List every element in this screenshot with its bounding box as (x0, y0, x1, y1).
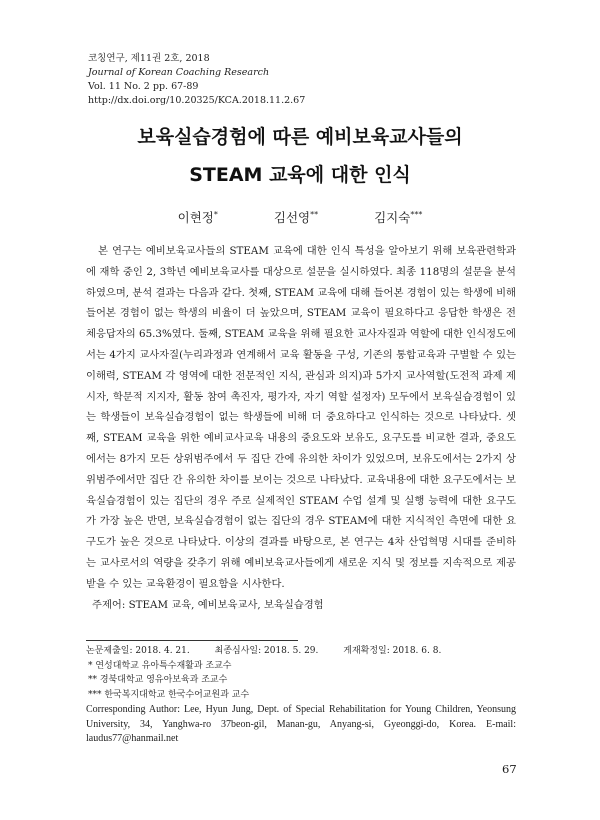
received-date: 논문제출일: 2018. 4. 21. (86, 646, 190, 656)
author-2-name: 김선영 (273, 210, 311, 225)
author-2-mark: ** (310, 209, 319, 219)
keywords-line: 주제어: STEAM 교육, 예비보육교사, 보육실습경험 (92, 599, 324, 611)
author-list (0, 208, 600, 226)
author-1 (178, 210, 218, 225)
submission-dates (86, 644, 516, 659)
paper-title-line1: 보육실습경험에 따른 예비보육교사들의 (137, 126, 463, 148)
abstract-block (86, 241, 516, 595)
paper-title-line2: STEAM 교육에 대한 인식 (189, 164, 411, 186)
affiliation-1: * 연성대학교 유아특수재활과 조교수 (88, 660, 232, 671)
journal-header (88, 52, 305, 108)
corresponding-author: Corresponding Author: Lee, Hyun Jung, Dept. of Special Rehabilitation for Young Children, Yeonsung University, 34, Yanghwa-ro 37beon-gil, Manan-gu, Anyang-si, Gyeonggi-do, Korea. E-mail: laudus77@hanmail.net (86, 704, 516, 744)
reviewed-date: 최종심사일: 2018. 5. 29. (214, 646, 319, 656)
footnote-divider (86, 640, 298, 641)
author-3-name: 김지숙 (374, 210, 411, 225)
journal-doi-link[interactable]: http://dx.doi.org/10.20325/KCA.2018.11.2.67 (88, 95, 306, 106)
abstract-text: 본 연구는 예비보육교사들의 STEAM 교육에 대한 인식 특성을 알아보기 위해 보육관련학과에 재학 중인 2, 3학년 예비보육교사를 대상으로 설문을 실시하였다. 최종 118명의 설문을 분석하였으며, 분석 결과는 다음과 같다. 첫째, STEAM 교육에 대해 들어본 경험이 있는 학생에 비해 들어본 경험이 없는 학생의 비율이 더 높았으며, STEAM 교육이 필요하다고 응답한 학생은 전체응답자의 65.3%였다. 둘째, STEAM 교육을 위해 필요한 교사자질과 역할에 대한 인식정도에서는 4가지 교사자질(누리과정과 연계해서 교육 활동을 구성, 기존의 통합교육과 구별할 수 있는 이해력, STEAM 각 영역에 대한 전문적인 지식, 관심과 의지)과 5가지 교사역할(도전적 과제 제시자, 학문적 지지자, 활동 참여 촉진자, 평가자, 자기 역할 설정자) 모두에서 보육실습경험이 있는 학생들이 보육실습경험이 없는 학생들에 비해 더 중요하다고 인식하는 것으로 나타났다. 셋째, STEAM 교육을 위한 예비교사교육 내용의 중요도와 보유도, 요구도를 비교한 결과, 중요도에서는 8가지 모든 상위범주에서 두 집단 간에 유의한 차이가 있었으며, 보유도에서는 2가지 상위범주에서만 집단 간 유의한 차이를 보이는 것으로 나타났다. 교육내용에 대한 요구도에서는 보육실습경험이 있는 집단의 경우 주로 실제적인 STEAM 수업 설계 및 실행 능력에 대한 요구도가 가장 높은 반면, 보육실습경험이 없는 집단의 경우 STEAM에 대한 지식적인 측면에 대한 요구도가 높은 것으로 나타났다. 이상의 결과를 바탕으로, 본 연구는 4차 산업혁명 시대를 준비하는 교사로서의 역량을 갖추기 위해 예비보육교사들에게 새로운 지식 및 정보를 지속적으로 제공받을 수 있는 교육환경이 필요함을 시사한다. (86, 245, 516, 590)
journal-korean-citation: 코칭연구, 제11권 2호, 2018 (88, 53, 210, 64)
page-number: 67 (502, 762, 517, 776)
author-3 (374, 210, 422, 225)
affiliation-3: *** 한국복지대학교 한국수어교원과 교수 (88, 689, 250, 700)
author-3-mark: *** (410, 209, 423, 219)
affiliation-2: ** 경북대학교 영유아보육과 조교수 (88, 675, 228, 685)
author-1-mark: * (213, 209, 218, 219)
journal-english-name: Journal of Korean Coaching Research (88, 67, 270, 78)
footnotes-block (86, 644, 516, 747)
journal-volume: Vol. 11 No. 2 pp. 67-89 (88, 81, 199, 92)
author-2 (274, 210, 318, 225)
author-1-name: 이현정 (177, 210, 214, 225)
accepted-date: 게재확정일: 2018. 6. 8. (343, 646, 442, 656)
